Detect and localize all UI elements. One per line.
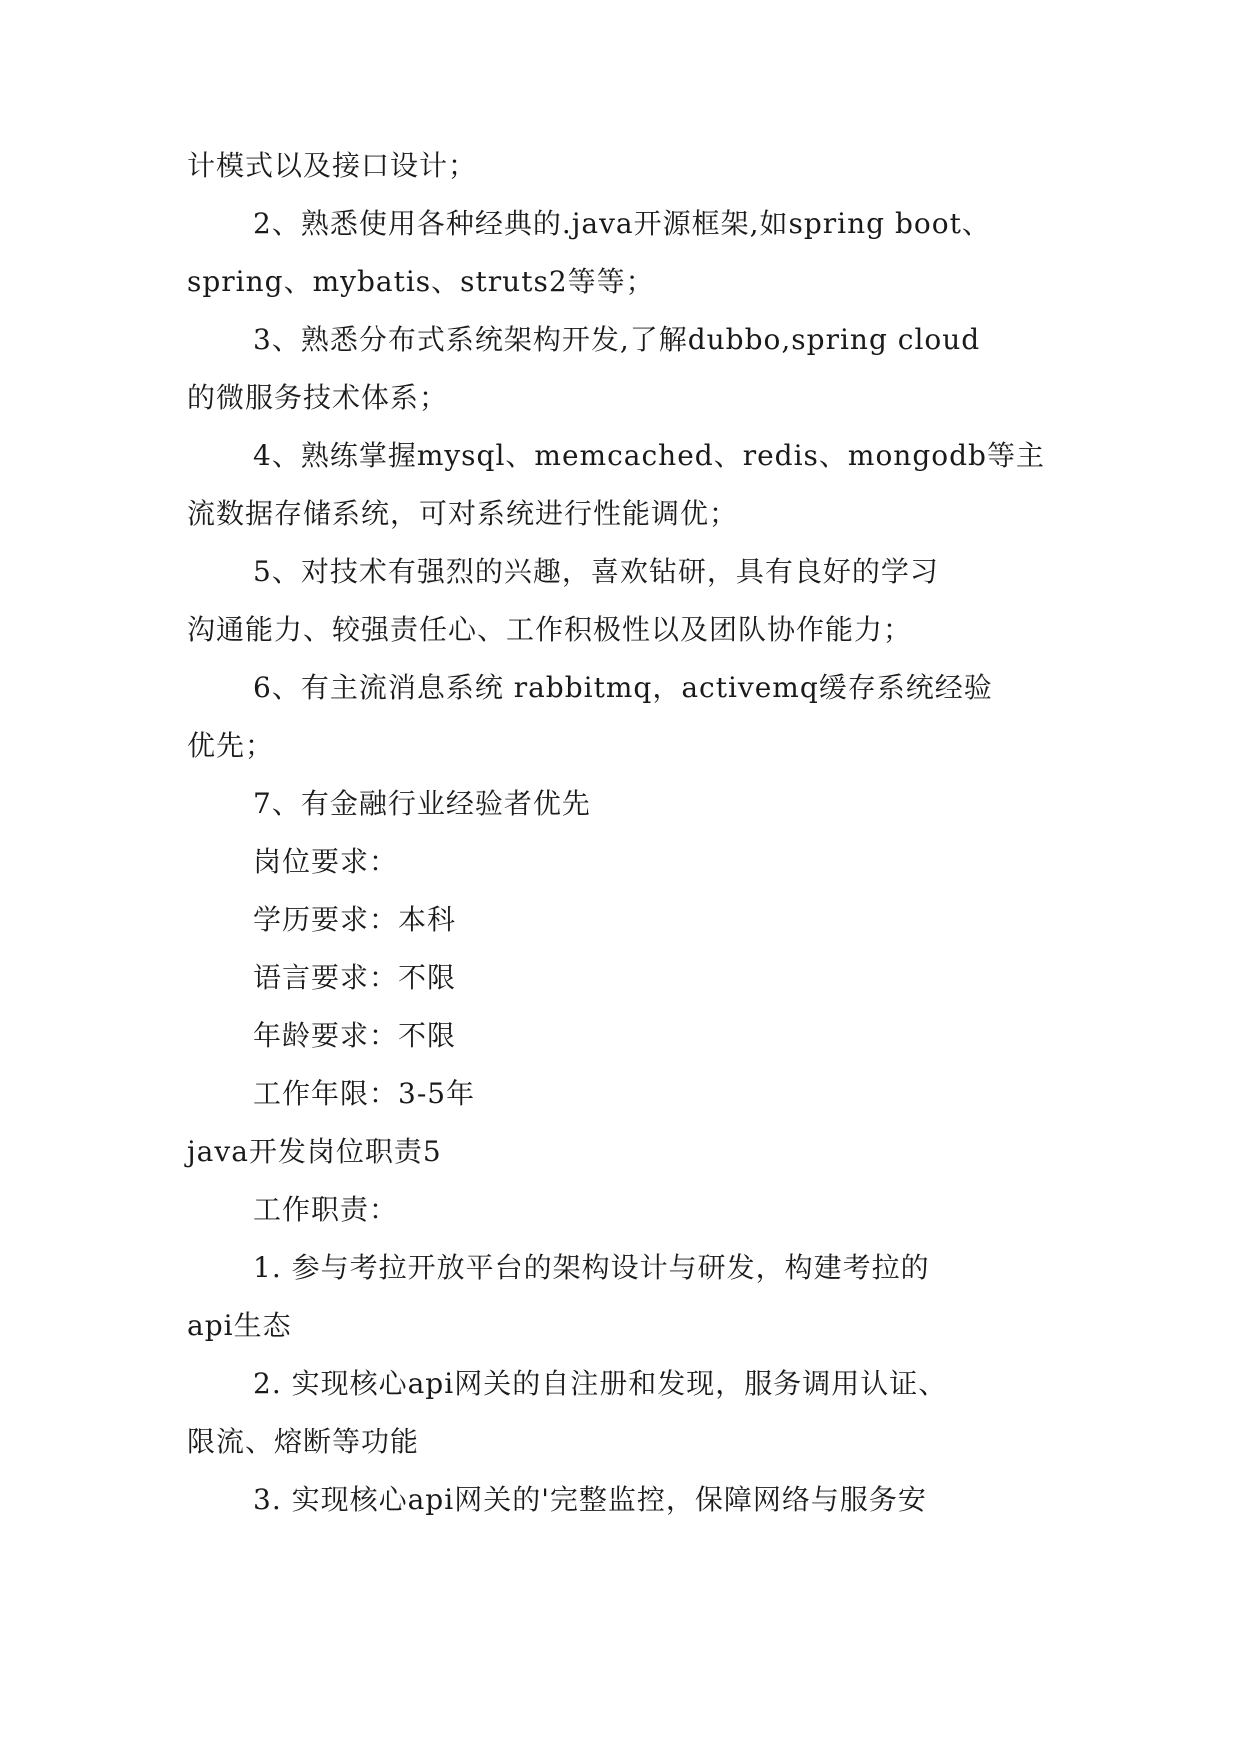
text-line: 6、有主流消息系统 rabbitmq，activemq缓存系统经验: [253, 671, 993, 704]
text-line: 沟通能力、较强责任心、工作积极性以及团队协作能力；: [187, 613, 913, 646]
text-line: 1. 参与考拉开放平台的架构设计与研发，构建考拉的: [253, 1251, 930, 1284]
text-line: spring、mybatis、struts2等等；: [187, 265, 655, 298]
text-line: 7、有金融行业经验者优先: [253, 787, 591, 820]
document-heading: java开发岗位职责5: [187, 1135, 442, 1168]
text-line: 3. 实现核心api网关的'完整监控，保障网络与服务安: [253, 1483, 927, 1516]
requirement-age: 年龄要求：不限: [253, 1019, 457, 1052]
text-line: 3、熟悉分布式系统架构开发,了解dubbo,spring cloud: [253, 323, 981, 356]
text-line: 5、对技术有强烈的兴趣，喜欢钻研，具有良好的学习: [253, 555, 939, 588]
section-heading: 工作职责：: [253, 1193, 399, 1226]
text-line: 计模式以及接口设计；: [187, 149, 478, 182]
text-line: 限流、熔断等功能: [187, 1425, 420, 1458]
text-line: 4、熟练掌握mysql、memcached、redis、mongodb等主: [253, 439, 1045, 472]
requirement-experience: 工作年限：3-5年: [253, 1077, 476, 1110]
requirement-education: 学历要求：本科: [253, 903, 457, 936]
text-line: 2、熟悉使用各种经典的.java开源框架,如spring boot、: [253, 207, 991, 240]
text-line: 优先；: [187, 729, 275, 762]
requirement-language: 语言要求：不限: [253, 961, 457, 994]
text-line: api生态: [187, 1309, 292, 1342]
text-line: 的微服务技术体系；: [187, 381, 449, 414]
text-line: 2. 实现核心api网关的自注册和发现，服务调用认证、: [253, 1367, 948, 1400]
section-heading: 岗位要求：: [253, 845, 399, 878]
text-line: 流数据存储系统，可对系统进行性能调优；: [187, 497, 739, 530]
